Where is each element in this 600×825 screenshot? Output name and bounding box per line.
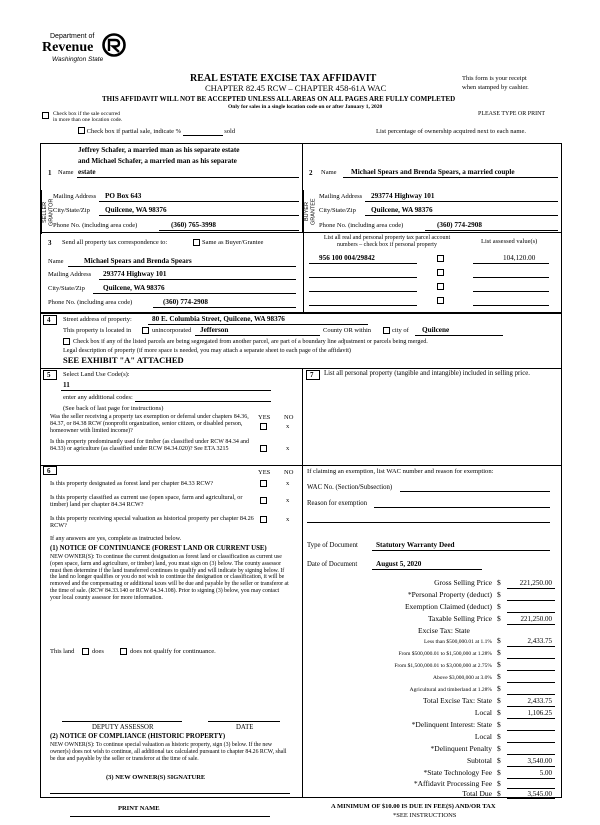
assessed-value: 104,120.00	[503, 254, 536, 262]
please-type: PLEASE TYPE OR PRINT	[478, 111, 546, 117]
does-qualify-checkbox[interactable]	[82, 648, 89, 655]
tax-row-gross: Gross Selling Price	[434, 578, 492, 587]
receipt-line-2: when stamped by cashier.	[462, 84, 529, 91]
historic-body: NEW OWNER(S): To continue special valuation as historic property, sign (3) below. If the new owner(s) does not wish to continue, all additional tax calculated pursuant to chapter 84.26 RCW, shall be due and payable by the seller or transferor at the time of sale.	[50, 742, 287, 762]
personal-property-checkbox-4[interactable]	[437, 297, 444, 304]
continuance-title: (1) NOTICE OF CONTINUANCE (FOREST LAND OR CURRENT USE)	[50, 545, 267, 552]
form-warning: THIS AFFIDAVIT WILL NOT BE ACCEPTED UNLESS ALL AREAS ON ALL PAGES ARE FULLY COMPLETED	[102, 95, 456, 103]
buyer-section: BUYER GRANTEE 2 Name Michael Spears and Brenda Spears, a married couple Mailing Address 293774 Highway 101 City/State/Zip Quilcene, WA 98376 Phone No. (including area code) (360) 774-2908	[302, 143, 562, 233]
sec6-q1-yes[interactable]	[260, 480, 267, 487]
sec6-q2-yes[interactable]	[260, 497, 267, 504]
buyer-phone: (360) 774-2908	[437, 221, 482, 229]
seller-phone: (360) 765-3998	[171, 221, 216, 229]
sec6-q1: Is this property designated as forest land per chapter 84.33 RCW?	[50, 480, 214, 487]
sec5-q1: Was the seller receiving a property tax exemption or deferral under chapters 84.36, 84.37, or 84.38 RCW (nonprofit organization, senior citizen, or disabled person, homeowner with limited income)?	[50, 414, 249, 434]
section-5: 5 Select Land Use Code(s): 11 enter any additional codes: (See back of last page for instructions) YES NO Was the seller receiving a property tax exemption or deferral under chapters 84.36, 84.37, or 84.38 RCW (nonprofit organization, senior citizen, or disabled person, homeowner with limited income)? x Is this property predominantly used for timber (as classified under RCW 84.34 and 84.33) or agriculture (as classified under RCW 84.34.020)? See ETA 3215 x	[40, 368, 302, 465]
partial-sale-checkbox[interactable]	[78, 127, 85, 134]
sec6-q2-no[interactable]: x	[286, 497, 290, 504]
taxable-selling-price: 221,250.00	[520, 615, 552, 623]
logo-mark-icon	[102, 33, 126, 57]
seller-city: Quilcene, WA 98376	[105, 206, 167, 214]
does-not-qualify-checkbox[interactable]	[120, 648, 127, 655]
city-name: Quilcene	[422, 326, 450, 334]
tax-table: Gross Selling Price $ 221,250.00 *Personal Property (deduct) $ Exemption Claimed (deduct) $ Taxable Selling Price $ 221,250.00 Excise Tax: State Less than $500,000.01 at 1.1% $ 2,433.75 From $500,000.01 to $1,500,000 at 1.28% $ From $1,500,000.01 to $3,000,000 at 2.75% $ Above $3,000,000 at 3.0% $ Agricultural and timberland at 1.28% $ Total Excise Tax: State $ 2,433.75 Local $ 1,106.25 *Delinquent Interest: State $ Local $ *Delinquent Penalty $ Subtotal $ 3,540.00 *State Technology Fee $ 5.00 *Affidavit Processing Fee $ Total Due $ 3,545.00	[302, 575, 562, 800]
parcel-number: 956 100 004/29842	[319, 254, 375, 262]
minimum-due-note: A MINIMUM OF $10.00 IS DUE IN FEE(S) AND/OR TAX	[331, 803, 496, 810]
receipt-line-1: This form is your receipt	[462, 75, 527, 82]
seller-section: SELLER GRANTOR 1 Name Jeffrey Schafer, a married man as his separate estate and Michael Schafer, a married man as his separate estate Mailing Address PO Box 643 City/State/Zip Quilcene, WA 98376 Phone No. (including area code) (360) 765-3998	[40, 143, 302, 233]
technology-fee: 5.00	[539, 769, 552, 777]
gross-selling-price: 221,250.00	[519, 579, 552, 587]
corr-mailing-address: 293774 Highway 101	[103, 270, 167, 278]
correspondence-section: 3 Send all property tax correspondence to: Same as Buyer/Grantee Name Michael Spears and Brenda Spears Mailing Address 293774 Highway 101 City/State/Zip Quilcene, WA 98376 Phone No. (including area code) (360) 774-2908 List all real and personal property tax parcel account numbers – check box if personal property List assessed value(s) 956 100 004/29842 104,120.00	[40, 233, 562, 313]
section-4: 4 Street address of property: 80 E. Columbia Street, Quilcene, WA 98376 This property is located in unincorporated Jefferson County OR within city of Quilcene Check box if any of the listed parcels are being segregated from another parcel, are part of a boundary line adjustment or parcels being merged. Legal description of property (if more space is needed, you may attach a separate sheet to each page of the affidavit) SEE EXHIBIT "A" ATTACHED	[40, 313, 562, 367]
corr-phone: (360) 774-2908	[163, 298, 208, 306]
seller-name-3: estate	[78, 168, 96, 176]
dor-logo	[40, 33, 135, 69]
tax-bracket-1: 2,433.75	[527, 637, 552, 645]
sec5-q2-yes[interactable]	[260, 445, 267, 452]
personal-property-checkbox-1[interactable]	[437, 255, 444, 262]
see-exhibit: SEE EXHIBIT "A" ATTACHED	[63, 355, 184, 365]
buyer-mailing-address: 293774 Highway 101	[371, 192, 435, 200]
section-6: 6 YES NO Is this property designated as forest land per chapter 84.33 RCW? x Is this property classified as current use (open space, farm and agricultural, or timber) land per chapter 84.34 RCW? x Is this property receiving special valuation as historical property per chapter 84.26 RCW? x If any answers are yes, complete as instructed below. (1) NOTICE OF CONTINUANCE (FOREST LAND OR CURRENT USE) NEW OWNER(S): To continue the current designation as forest land or classification as current use (open space, farm and agriculture, or timber) land, you must sign on (3) below. The county assessor must then determine if the land transferred continues to qualify and will indicate by signing below. If the land no longer qualifies or you do not wish to continue the designation or classification, it will be removed and the compensating or additional taxes will be due and payable by the seller or transferor at the time of sale. (RCW 84.33.140 or RCW 84.34.108). Prior to signing (3) below, you may contact your local county assessor for more information. This land does does not qualify for continuance. DEPUTY ASSESSOR DATE (2) NOTICE OF COMPLIANCE (HISTORIC PROPERTY) NEW OWNER(S): To continue special valuation as historic property, sign (3) below. If the new owner(s) does not wish to continue, all additional tax calculated pursuant to chapter 84.26 RCW, shall be due and payable by the seller or transferor at the time of sale. (3) NEW OWNER(S) SIGNATURE	[40, 465, 302, 798]
sec5-q2: Is this property predominantly used for timber (as classified under RCW 84.34 and 84.33) or agriculture (as classified under RCW 84.34.020)? See ETA 3215	[50, 439, 250, 452]
corr-name: Michael Spears and Brenda Spears	[84, 257, 192, 265]
seller-mailing-address: PO Box 643	[105, 192, 142, 200]
sec6-q3-yes[interactable]	[260, 516, 267, 523]
tax-row-taxable: Taxable Selling Price	[427, 614, 492, 623]
partial-sale-row: Check box if partial sale, indicate % sold	[78, 127, 235, 136]
wac-field[interactable]	[400, 491, 550, 492]
buyer-side-label: BUYER GRANTEE	[303, 190, 311, 234]
sec5-q1-no[interactable]: x	[286, 423, 290, 430]
city-of-checkbox[interactable]	[383, 327, 390, 334]
personal-property-checkbox-2[interactable]	[437, 269, 444, 276]
sec5-q2-no[interactable]: x	[286, 445, 290, 452]
buyer-name: Michael Spears and Brenda Spears, a married couple	[351, 168, 515, 176]
partial-pct-field[interactable]	[183, 128, 223, 136]
total-excise-state: 2,433.75	[527, 697, 552, 705]
logo-dept: Department of	[50, 33, 95, 40]
unincorporated-checkbox[interactable]	[142, 327, 149, 334]
seller-name-1: Jeffrey Schafer, a married man as his separate estate	[78, 146, 240, 154]
see-instructions: *SEE INSTRUCTIONS	[393, 812, 457, 819]
section-7: 7 List all personal property (tangible and intangible) included in selling price.	[302, 368, 562, 465]
buyer-city: Quilcene, WA 98376	[371, 206, 433, 214]
same-as-buyer-checkbox[interactable]	[193, 239, 200, 246]
sec6-q3-no[interactable]: x	[286, 516, 290, 523]
continuance-body: NEW OWNER(S): To continue the current designation as forest land or classification as current use (open space, farm and agriculture, or timber) land, you must sign on (3) below. The county assessor must then determine if the land transferred continues to qualify and will indicate by signing below. If the land no longer qualifies or you do not wish to continue the designation or classification, it will be removed and the compensating or additional taxes will be due and payable by the seller or transferor at the time of sale. (RCW 84.33.140 or RCW 84.34.108). Prior to signing (3) below, you may contact your local county assessor for more information.	[50, 554, 289, 601]
subtotal: 3,540.00	[527, 757, 552, 765]
tax-row-exemption: Exemption Claimed (deduct)	[404, 602, 492, 611]
corr-city: Quilcene, WA 98376	[103, 284, 165, 292]
logo-state: Washington State	[52, 56, 104, 63]
total-excise-local: 1,106.25	[527, 709, 552, 717]
form-title: REAL ESTATE EXCISE TAX AFFIDAVIT	[190, 73, 377, 84]
multi-location-checkbox[interactable]	[42, 112, 49, 119]
total-due: 3,545.00	[527, 790, 552, 798]
logo-name: Revenue	[42, 40, 94, 55]
property-street: 80 E. Columbia Street, Quilcene, WA 98376	[152, 315, 285, 323]
segregated-checkbox[interactable]	[63, 338, 70, 345]
sec5-q1-yes[interactable]	[260, 423, 267, 430]
sec6-q3: Is this property receiving special valuation as historical property per chapter 84.26 RCW?	[50, 515, 254, 530]
document-type: Statutory Warranty Deed	[376, 541, 455, 549]
sec6-q2: Is this property classified as current use (open space, farm and agricultural, or timber) land per chapter 84.34 RCW?	[50, 494, 243, 509]
reason-field[interactable]	[374, 507, 550, 508]
land-use-code: 11	[63, 381, 70, 389]
sec6-q1-no[interactable]: x	[286, 480, 290, 487]
document-date: August 5, 2020	[376, 560, 422, 568]
personal-property-checkbox-3[interactable]	[437, 283, 444, 290]
county-name: Jefferson	[200, 326, 229, 334]
ownership-note: List percentage of ownership acquired next to each name.	[376, 128, 526, 135]
exemption-area: If claiming an exemption, list WAC number and reason for exemption: WAC No. (Section/Subsection) Reason for exemption Type of Document Statutory Warranty Deed Date of Document August 5, 2020	[302, 465, 562, 565]
seller-side-label: SELLER GRANTOR	[41, 190, 49, 234]
form-only: Only for sales in a single location code on or after January 1, 2020	[228, 104, 383, 110]
form-chapter: CHAPTER 82.45 RCW – CHAPTER 458-61A WAC	[205, 83, 387, 93]
tax-row-personal: *Personal Property (deduct)	[407, 590, 492, 599]
historic-title: (2) NOTICE OF COMPLIANCE (HISTORIC PROPERTY)	[50, 733, 226, 740]
seller-name-2: and Michael Schafer, a married man as his separate	[78, 157, 237, 165]
